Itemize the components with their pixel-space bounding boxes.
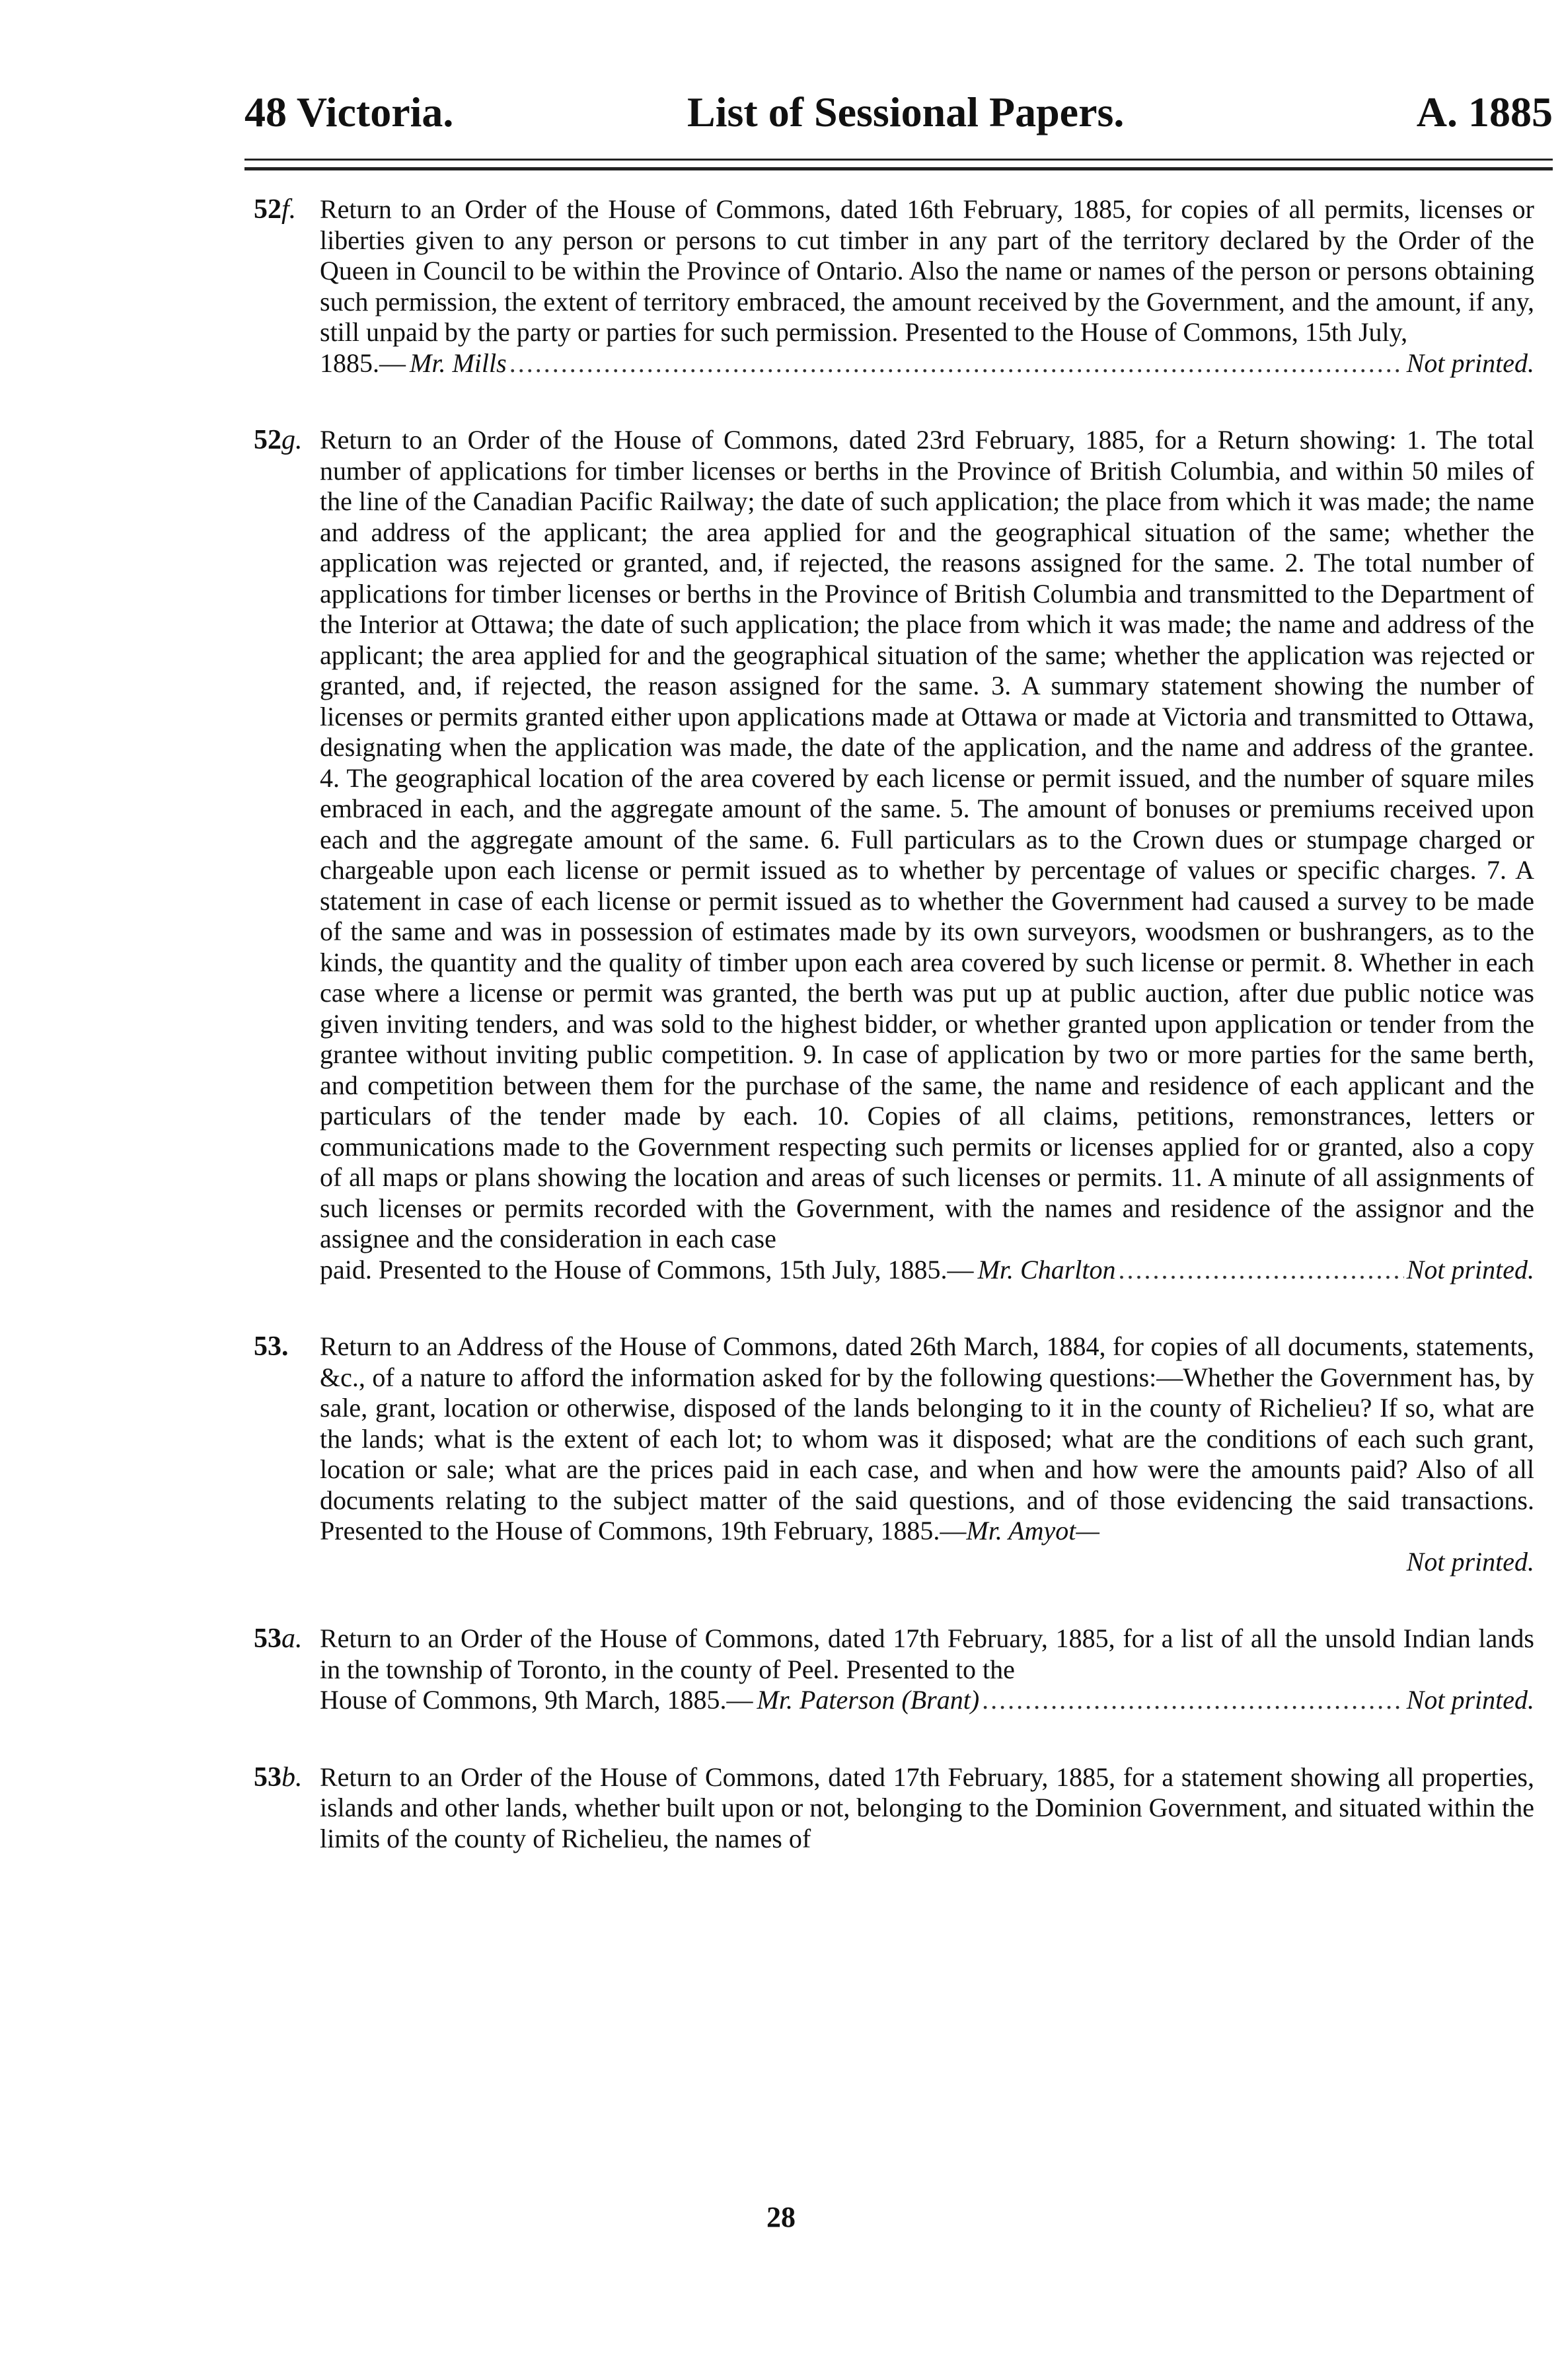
header-session: 48 Victoria. — [244, 89, 454, 135]
entry-53a — [254, 1623, 1534, 1716]
member-name: Mr. Paterson (Brant) — [757, 1685, 980, 1715]
header-year: A. 1885 — [1416, 89, 1553, 135]
entry-closing-line — [320, 1255, 1534, 1286]
entry-text: Return to an Order of the House of Commons, dated 16th February, 1885, for copies of all permits, licenses or liberties given to any person or persons to cut timber in any part of the territory declared by the Order of the Queen in Council to be within the Province of Ontario. Also the name or names of the person or persons obtaining such permission, the extent of territory embraced, the amount received by the Government, and the amount, if any, still unpaid by the party or parties for such permission. Presented to the House of Commons, 15th July, — [320, 194, 1534, 347]
header-title: List of Sessional Papers. — [687, 89, 1125, 135]
entry-number: 52g. — [254, 425, 303, 455]
print-status: Not printed. — [1406, 1546, 1534, 1577]
member-name: Mr. Amyot— — [966, 1516, 1099, 1545]
entry-52g — [254, 425, 1534, 1285]
header-rule-thick — [244, 167, 1553, 170]
print-status: Not printed. — [1406, 1685, 1534, 1715]
leader-dots — [982, 1685, 1404, 1716]
entry-number: 53a. — [254, 1623, 303, 1654]
running-header — [244, 86, 1553, 139]
presented-date: House of Commons, 9th March, 1885.— — [320, 1685, 753, 1715]
entry-number: 53. — [254, 1331, 289, 1362]
entry-52f — [254, 194, 1534, 379]
entry-53b — [254, 1762, 1534, 1855]
entry-text: Return to an Address of the House of Commons, dated 26th March, 1884, for copies of all documents, statements, &c., of a nature to afford the information asked for by the following questions:—Whether the Government has, by sale, grant, location or otherwise, disposed of the lands belonging to it in the county of Richelieu? If so, what are the lands; what is the extent of each lot; to whom was it disposed; what are the conditions of each such grant, location or sale; what are the prices paid in each case, and when and how were the amounts paid? Also of all documents relating to the subject matter of the said questions, and of those evidencing the said transactions. Presented to the House of Commons, 19th February, 1885.—Mr. Amyot— — [320, 1331, 1534, 1545]
member-name: Mr. Mills — [410, 348, 507, 378]
page-number: 28 — [766, 2201, 796, 2233]
member-name: Mr. Charlton — [977, 1254, 1116, 1284]
presented-date: paid. Presented to the House of Commons, 15th July, 1885.— — [320, 1254, 974, 1284]
entry-text: Return to an Order of the House of Commons, dated 23rd February, 1885, for a Return showing: 1. The total number of applications for timber licenses or berths in the Province of British Columbia, and within 50 miles of the line of the Canadian Pacific Railway; the date of such application; the place from which it was made; the name and address of the applicant; the area applied for and the geographical situation of the same; whether the application was rejected or granted, and, if rejected, the reasons assigned for the same. 2. The total number of applications for timber licenses or berths in the Province of British Columbia and transmitted to the Department of the Interior at Ottawa; the date of such application; the place from which it was made; the name and address of the applicant; the area applied for and the geographical situation of the same; whether the application was rejected or granted, and, if rejected, the reason assigned for the same. 3. A summary statement showing the number of licenses or permits granted either upon applications made at Ottawa or made at Victoria and transmitted to Ottawa, designating when the application was made, the date of the application, and the name and address of the grantee. 4. The geographical location of the area covered by each license or permit issued, and the number of square miles embraced in each, and the aggregate amount of the same. 5. The amount of bonuses or premiums received upon each and the aggregate amount of the same. 6. Full particulars as to the Crown dues or stumpage charged or chargeable upon each license or permit issued as to whether by percentage of values or specific charges. 7. A statement in case of each license or permit issued as to whether the Government had caused a survey to be made of the same and was in possession of estimates made by its own surveyors, woodsmen or bushrangers, as to the kinds, the quantity and the quality of timber upon each area covered by such license or permit. 8. Whether in each case where a license or permit was granted, the berth was put up at public auction, after due public notice was given inviting tenders, and was sold to the highest bidder, or whether granted upon application or tender from the grantee without inviting public competition. 9. In case of application by two or more parties for the same berth, and competition between them for the purchase of the same, the name and residence of each applicant and the particulars of the tender made by each. 10. Copies of all claims, petitions, remonstrances, letters or communications made to the Government respecting such permits or licenses applied for or granted, also a copy of all maps or plans showing the location and areas of such licenses or permits. 11. A minute of all assignments of such licenses or permits recorded with the Government, with the names and residence of the assignor and the assignee and the consideration in each case — [320, 425, 1534, 1253]
entry-text: Return to an Order of the House of Commons, dated 17th February, 1885, for a statement showing all properties, islands and other lands, whether built upon or not, belonging to the Dominion Government, and situated within the limits of the county of Richelieu, the names of — [320, 1762, 1534, 1853]
print-status: Not printed. — [1406, 348, 1534, 378]
print-status: Not printed. — [1406, 1254, 1534, 1284]
entry-number: 53b. — [254, 1762, 303, 1793]
leader-dots — [509, 348, 1404, 379]
entry-53 — [254, 1331, 1534, 1577]
entry-number: 52f. — [254, 194, 297, 225]
leader-dots — [1119, 1255, 1404, 1286]
entry-closing-line — [320, 348, 1534, 379]
entries-list — [254, 194, 1534, 1900]
header-rule-thin — [244, 159, 1553, 161]
presented-date: 1885.— — [320, 348, 406, 378]
entry-closing-line — [320, 1685, 1534, 1716]
entry-text: Return to an Order of the House of Commons, dated 17th February, 1885, for a list of all the unsold Indian lands in the township of Toronto, in the county of Peel. Presented to the — [320, 1623, 1534, 1684]
